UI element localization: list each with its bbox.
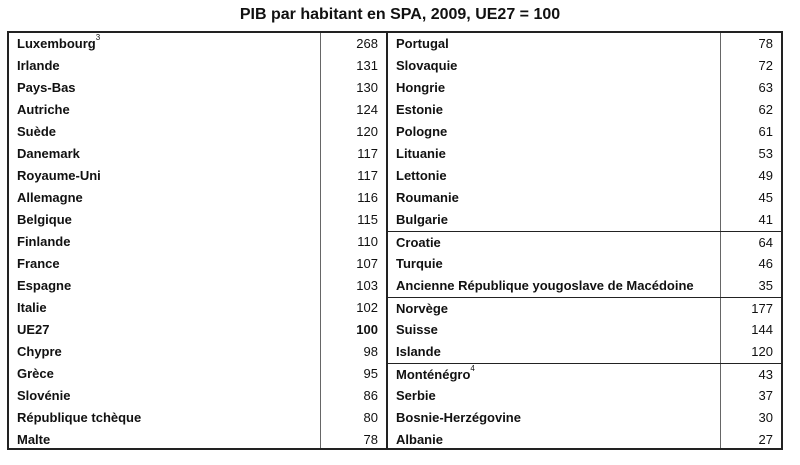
gdp-value: 98 [363,344,378,359]
country-label: Irlande [17,58,60,73]
table-row [9,209,386,231]
country-name [396,253,443,275]
table-row [388,55,781,77]
country-name [17,429,50,451]
table-row [9,121,386,143]
table-row [388,341,781,363]
country-label: UE27 [17,322,50,337]
gdp-value: 95 [363,366,378,381]
country-label: Belgique [17,212,72,227]
country-name [17,143,80,165]
gdp-value: 72 [758,58,773,73]
table-row [9,99,386,121]
table-row [9,165,386,187]
table-title: PIB par habitant en SPA, 2009, UE27 = 100 [239,6,561,23]
country-name [17,121,56,143]
country-name [17,275,71,297]
country-label: Allemagne [17,190,83,205]
country-label: Croatie [396,235,441,250]
country-label: Bosnie-Herzégovine [396,410,521,425]
gdp-value: 117 [357,168,378,183]
table-row [9,429,386,451]
table-row [388,209,781,231]
country-label: Hongrie [396,80,446,95]
country-label: Portugal [396,36,449,51]
country-name [17,187,83,209]
table-row [9,55,386,77]
country-name [17,363,54,385]
country-name [17,319,50,341]
footnote-marker: 4 [470,364,475,373]
table-row [9,143,386,165]
table-row [388,121,781,143]
country-name [396,33,449,55]
country-name [17,33,100,55]
table-row [388,385,781,407]
country-name [396,298,448,320]
gdp-value: 78 [363,432,378,447]
left-column-group [9,33,386,448]
gdp-value: 62 [758,102,773,117]
country-label: Slovénie [17,388,71,403]
table-row [388,319,781,341]
country-name [17,407,141,429]
country-label: Finlande [17,234,71,249]
gdp-value: 43 [758,367,773,382]
country-label: Norvège [396,301,449,316]
country-name [396,232,441,254]
table-row [388,429,781,451]
table-row [9,275,386,297]
gdp-value: 35 [758,278,773,293]
country-name [396,187,459,209]
gdp-value: 130 [356,80,378,95]
gdp-value: 115 [357,212,378,227]
country-name [17,77,76,99]
gdp-value: 80 [363,410,378,425]
gdp-value: 49 [758,168,773,183]
table-row [388,165,781,187]
country-name [396,407,521,429]
gdp-value: 61 [758,124,773,139]
country-name [396,209,448,231]
gdp-value: 63 [758,80,773,95]
table-row [388,99,781,121]
table-row [9,407,386,429]
table-row [9,363,386,385]
table-row [388,33,781,55]
table-row [388,143,781,165]
gdp-value: 268 [356,36,378,51]
country-label: Danemark [17,146,80,161]
gdp-value: 37 [758,388,773,403]
country-label: Espagne [17,278,72,293]
table-row [9,33,386,55]
country-name [396,55,457,77]
country-label: Suisse [396,322,438,337]
country-name [17,253,60,275]
country-label: Albanie [396,432,443,447]
table-row [9,297,386,319]
country-label: Lettonie [396,168,447,183]
country-label: Chypre [17,344,62,359]
country-label: Grèce [17,366,54,381]
gdp-value: 27 [758,432,773,447]
table-row [9,319,386,341]
gdp-value: 86 [363,388,378,403]
country-label: Suède [17,124,57,139]
country-name [396,99,443,121]
gdp-value: 107 [356,256,378,271]
country-name [17,385,70,407]
country-name [17,165,101,187]
gdp-value: 103 [356,278,378,293]
table-row [388,407,781,429]
country-name [396,143,446,165]
gdp-value: 110 [357,234,378,249]
gdp-value: 102 [356,300,378,315]
gdp-value: 46 [758,256,773,271]
table-row [388,297,781,320]
country-label: Estonie [396,102,443,117]
gdp-value: 100 [356,322,378,337]
table-row [388,187,781,209]
gdp-value: 64 [758,235,773,250]
country-label: Monténégro [396,367,471,382]
country-name [396,341,441,363]
gdp-value: 78 [758,36,773,51]
country-name [396,385,436,407]
gdp-value: 116 [357,190,378,205]
gdp-table [7,31,783,450]
country-name [396,165,447,187]
table-row [388,253,781,275]
gdp-value: 53 [758,146,773,161]
gdp-value: 41 [758,212,773,227]
country-label: Ancienne République yougoslave de Macédoine [396,278,694,293]
country-name [396,429,443,451]
country-label: Islande [396,344,441,359]
country-label: Bulgarie [396,212,449,227]
country-name [17,209,72,231]
table-row [9,253,386,275]
table-row [388,231,781,254]
country-name [396,319,438,341]
gdp-value: 45 [758,190,773,205]
country-name [17,99,70,121]
country-name [17,55,60,77]
country-label: Malte [17,432,51,447]
country-label: Pologne [396,124,448,139]
gdp-value: 30 [758,410,773,425]
country-label: Roumanie [396,190,459,205]
country-label: France [17,256,60,271]
gdp-value: 131 [356,58,378,73]
gdp-value: 117 [357,146,378,161]
country-label: Luxembourg [17,36,96,51]
country-name [396,275,694,297]
table-row [9,77,386,99]
right-column-group [386,33,781,448]
country-label: Autriche [17,102,70,117]
table-row [9,231,386,253]
table-row [388,77,781,99]
table-row [388,363,781,386]
country-label: Slovaquie [396,58,458,73]
country-name [396,121,447,143]
country-label: Royaume-Uni [17,168,101,183]
footnote-marker: 3 [95,33,101,42]
gdp-value: 144 [751,322,773,337]
country-name [17,341,62,363]
country-label: Pays-Bas [17,80,76,95]
country-name [17,231,70,253]
table-row [9,385,386,407]
country-name [396,364,475,386]
country-name [17,297,47,319]
country-name [396,77,445,99]
gdp-value: 124 [356,102,378,117]
country-label: Turquie [396,256,443,271]
table-row [9,341,386,363]
country-label: Italie [17,300,47,315]
country-label: République tchèque [17,410,142,425]
gdp-value: 120 [751,344,773,359]
country-label: Serbie [396,388,436,403]
gdp-value: 120 [356,124,378,139]
gdp-value: 177 [751,301,773,316]
table-row [388,275,781,297]
country-label: Lituanie [396,146,446,161]
table-row [9,187,386,209]
